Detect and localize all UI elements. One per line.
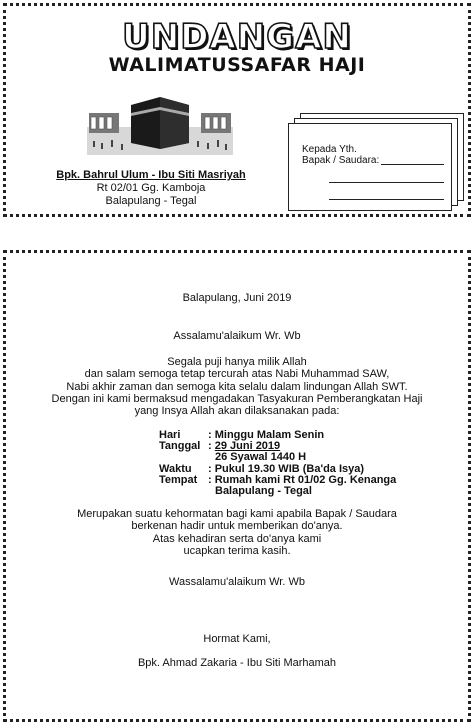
invitation-subtitle: WALIMATUSSAFAR HAJI <box>108 54 366 76</box>
detail-colon: : <box>208 440 215 453</box>
regards: Hormat Kami, <box>203 633 271 645</box>
sender-block <box>33 169 269 208</box>
detail-row-place2 <box>159 486 396 497</box>
detail-date: 29 Juni 2019 <box>214 440 281 453</box>
signature: Bpk. Ahmad Zakaria - Ibu Siti Marhamah <box>137 657 337 669</box>
invitation-title: UNDANGAN <box>122 17 352 57</box>
closing-greeting: Wassalamu'alaikum Wr. Wb <box>169 576 305 588</box>
detail-value: Balapulang - Tegal <box>215 485 312 498</box>
recipient-blank-line <box>381 164 444 165</box>
recipient-blank-line <box>329 199 444 200</box>
place-date: Balapulang, Juni 2019 <box>182 292 292 304</box>
detail-label: Tanggal <box>159 440 201 453</box>
detail-value: 26 Syawal 1440 H <box>215 451 307 464</box>
paragraph-line: Atas kehadiran serta do'anya kami <box>152 532 322 545</box>
detail-value: : Minggu Malam Senin <box>208 429 325 441</box>
detail-row-hijri <box>159 452 396 463</box>
opening-greeting: Assalamu'alaikum Wr. Wb <box>173 330 301 342</box>
paragraph-line: berkenan hadir untuk memberikan do'anya. <box>131 520 343 533</box>
paragraph-line: dan salam semoga tetap tercurah atas Nabi Muhammad SAW, <box>84 368 390 381</box>
envelope-card <box>3 3 471 217</box>
paragraph-line: Dengan ini kami bermaksud mengadakan Tasyakuran Pemberangkatan Haji <box>51 392 423 405</box>
invitation-paragraph <box>0 356 474 417</box>
sender-name: Bpk. Bahrul Ulum - Ibu Siti Masriyah <box>56 169 246 181</box>
detail-value: : Pukul 19.30 WIB (Ba'da Isya) <box>208 462 365 475</box>
paragraph-line: Merupakan suatu kehormatan bagi kami apabila Bapak / Saudara <box>77 508 397 520</box>
detail-label: Waktu <box>159 462 192 475</box>
paragraph-line: Nabi akhir zaman dan semoga kita selalu dalam lindungan Allah SWT. <box>66 380 408 393</box>
paragraph-line: yang Insya Allah akan dilaksanakan pada: <box>134 405 340 418</box>
recipient-blank-line <box>329 182 444 183</box>
recipient-address <box>302 144 379 166</box>
sender-address-line1: Rt 02/01 Gg. Kamboja <box>96 182 206 194</box>
event-details <box>159 430 396 497</box>
paragraph-line: ucapkan terima kasih. <box>183 544 291 557</box>
detail-label: Hari <box>159 429 181 441</box>
detail-value: : Rumah kami Rt 01/02 Gg. Kenanga <box>208 473 397 486</box>
kaaba-illustration <box>87 91 233 155</box>
recipient-line1: Kepada Yth. <box>302 144 357 155</box>
recipient-label <box>288 115 458 205</box>
recipient-line2: Bapak / Saudara: <box>302 155 380 166</box>
closing-paragraph <box>0 508 474 557</box>
envelope-front <box>288 123 452 211</box>
sender-address-line2: Balapulang - Tegal <box>105 195 197 207</box>
detail-label: Tempat <box>159 473 198 486</box>
paragraph-line: Segala puji hanya milik Allah <box>167 356 307 368</box>
